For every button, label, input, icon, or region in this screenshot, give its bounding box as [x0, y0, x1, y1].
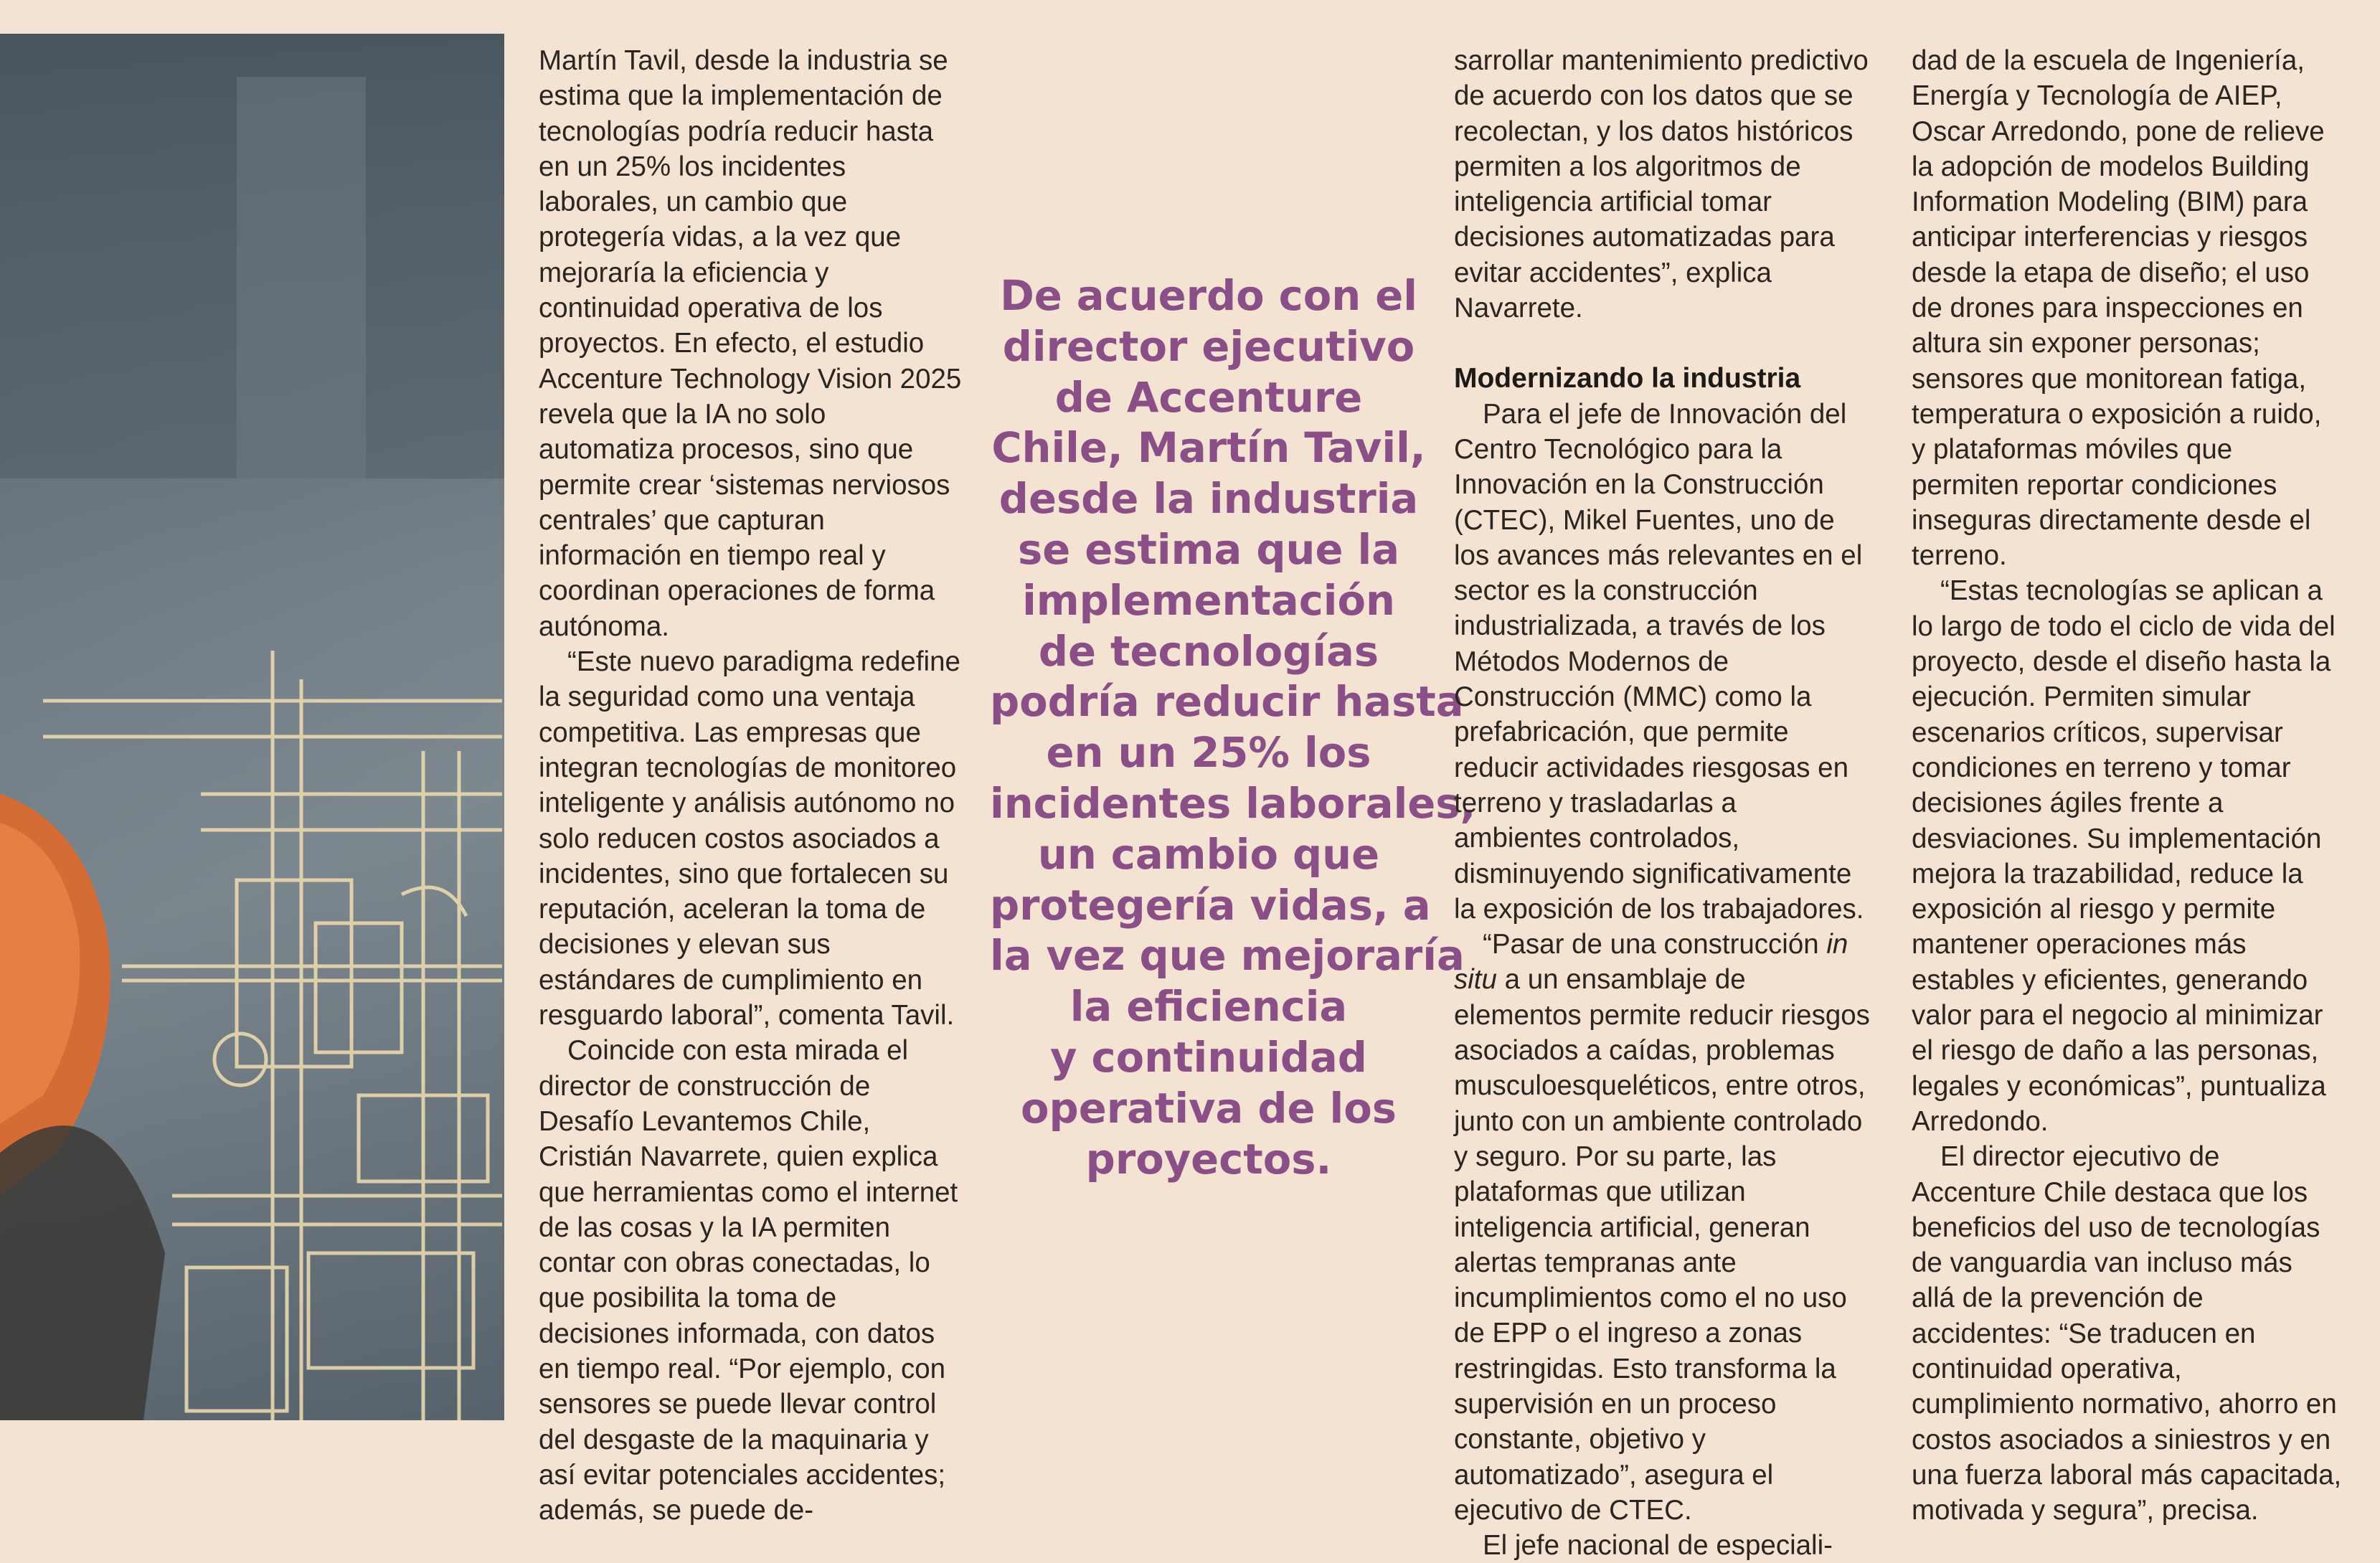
- pull-quote-line: y continuidad: [1050, 1033, 1367, 1082]
- paragraph: El jefe nacional de especiali-: [1483, 1530, 1833, 1562]
- pull-quote-line: protegería vidas, a: [990, 881, 1431, 930]
- paragraph-text: a un ensamblaje de elementos permite reducir riesgos asociados a caídas, problemas musculoesqueléticos, entre otros, junto con un ambiente controlado y seguro. Por su parte, las plataformas que utilizan inteligencia artificial, generan alertas tempranas ante incumplimientos como el no uso de EPP o el ingreso a zonas restringidas. Esto transforma la supervisión en un proceso constante, objetivo y automatizado”, asegura el ejecutivo de CTEC.: [1454, 964, 1870, 1526]
- paragraph: Coincide con esta mirada el director de construcción de Desafío Levantemos Chile, Cristián Navarrete, quien explica que herramientas como el internet de las cosas y la IA permiten contar con obras conectadas, lo que posibilita la toma de decisiones informada, con datos en tiempo real. “Por ejemplo, con sensores se puede llevar control del desgaste de la maquinaria y así evitar potenciales accidentes; además, se puede de-: [539, 1035, 958, 1526]
- pull-quote-line: Chile, Martín Tavil,: [991, 424, 1426, 473]
- pull-quote-line: de Accenture: [1054, 373, 1363, 422]
- pull-quote-line: implementación: [1022, 576, 1395, 625]
- paragraph: dad de la escuela de Ingeniería, Energía y Tecnología de AIEP, Oscar Arredondo, pone de relieve la adopción de modelos Building Information Modeling (BIM) para anticipar interferencias y riesgos desde la etapa de diseño; el uso de drones para inspecciones en altura sin exponer personas; sensores que monitorean fatiga, temperatura o exposición a ruido, y plataformas móviles que permiten reportar condiciones inseguras directamente desde el terreno.: [1912, 45, 2325, 572]
- pull-quote-line: la eficiencia: [1069, 983, 1348, 1031]
- pull-quote-line: incidentes laborales,: [990, 779, 1476, 828]
- article-column-3: [1454, 43, 1871, 1563]
- pull-quote-line: proyectos.: [1085, 1135, 1332, 1184]
- paragraph: sarrollar mantenimiento predictivo de acuerdo con los datos que se recolectan, y los datos históricos permiten a los algoritmos de inteligencia artificial tomar decisiones automatizadas para evitar accidentes”, explica Navarrete.: [1454, 45, 1869, 324]
- article-column-1: [539, 43, 968, 1528]
- pull-quote-line: De acuerdo con el: [1000, 272, 1417, 320]
- section-heading: Modernizando la industria: [1454, 363, 1801, 395]
- pull-quote-line: operativa de los: [1021, 1084, 1397, 1133]
- paragraph: “Estas tecnologías se aplican a lo largo de todo el ciclo de vida del proyecto, desde el diseño hasta la ejecución. Permiten simular escenarios críticos, supervisar condiciones en terreno y tomar decisiones ágiles frente a desviaciones. Su implementación mejora la trazabilidad, reduce la exposición al riesgo y permite mantener operaciones más estables y eficientes, generando valor para el negocio al minimizar el riesgo de daño a las personas, legales y económicas”, puntualiza Arredondo.: [1912, 575, 2336, 1137]
- pull-quote-line: un cambio que: [1037, 830, 1380, 879]
- italic-term: in situ: [1454, 929, 1848, 996]
- pull-quote-line: de tecnologías: [1038, 627, 1379, 676]
- paragraph: El director ejecutivo de Accenture Chile destaca que los beneficios del uso de tecnologías de vanguardia van incluso más allá de la prevención de accidentes: “Se traducen en continuidad operativa, cumplimiento normativo, ahorro en costos asociados a siniestros y en una fuerza laboral más capacitada, motivada y segura”, precisa.: [1912, 1141, 2342, 1526]
- pull-quote-line: podría reducir hasta: [990, 678, 1464, 727]
- pull-quote-line: la vez que mejoraría: [990, 932, 1465, 981]
- pull-quote-line: en un 25% los: [1046, 729, 1371, 778]
- paragraph-text: “Pasar de una construcción: [1483, 929, 1827, 960]
- paragraph: [1454, 927, 1871, 1528]
- pull-quote-line: desde la industria: [998, 475, 1419, 524]
- paragraph: Martín Tavil, desde la industria se estima que la implementación de tecnologías podría reducir hasta en un 25% los incidentes laborales, un cambio que protegería vidas, a la vez que mejoraría la eficiencia y continuidad operativa de los proyectos. En efecto, el estudio Accenture Technology Vision 2025 revela que la IA no solo automatiza procesos, sino que permite crear ‘sistemas nerviosos centrales’ que capturan información en tiempo real y coordinan operaciones de forma autónoma.: [539, 45, 962, 642]
- pull-quote-line: se estima que la: [1017, 525, 1399, 574]
- pull-quote-line: director ejecutivo: [1002, 322, 1415, 371]
- paragraph: “Este nuevo paradigma redefine la seguridad como una ventaja competitiva. Las empresas que integran tecnologías de monitoreo inteligente y análisis autónomo no solo reducen costos asociados a incidentes, sino que fortalecen su reputación, aceleran la toma de decisiones y elevan sus estándares de cumplimiento en resguardo laboral”, comenta Tavil.: [539, 646, 960, 1031]
- pull-quote: [990, 271, 1476, 1185]
- blueprint-overlay: [0, 34, 504, 1420]
- article-column-4: [1912, 43, 2342, 1528]
- paragraph: Para el jefe de Innovación del Centro Tecnológico para la Innovación en la Construcción (CTEC), Mikel Fuentes, uno de los avances más relevantes en el sector es la construcción industrializada, a través de los Métodos Modernos de Construcción (MMC) como la prefabricación, que permite reducir actividades riesgosas en terreno y trasladarlas a ambientes controlados, disminuyendo significativamente la exposición de los trabajadores.: [1454, 398, 1864, 925]
- construction-blueprint-image: [0, 34, 504, 1420]
